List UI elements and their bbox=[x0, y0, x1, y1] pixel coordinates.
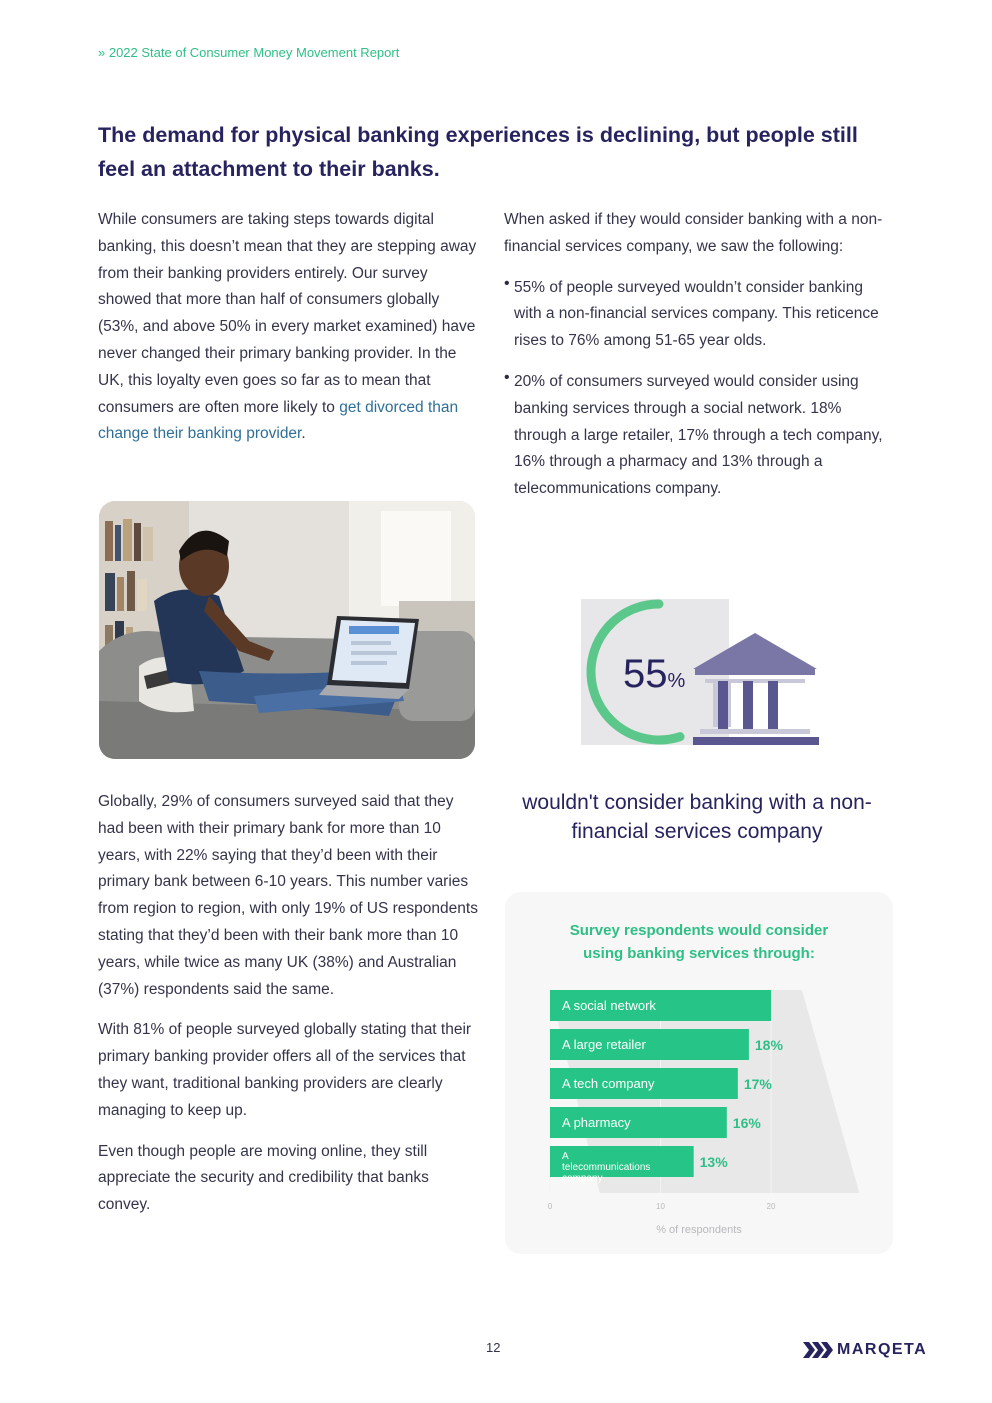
x-axis-label: % of respondents bbox=[656, 1224, 742, 1236]
bullet-marker: • bbox=[504, 274, 510, 292]
x-tick-label: 20 bbox=[766, 1202, 776, 1211]
bar-value-label: 17% bbox=[743, 1076, 772, 1092]
divorce-article-link[interactable]: get divorced than change their banking provider bbox=[98, 398, 459, 443]
body-column bbox=[98, 789, 483, 1233]
bullet-item bbox=[504, 369, 899, 503]
stat-caption: wouldn't consider banking with a non-financial services company bbox=[522, 791, 872, 843]
bar-value-label: 16% bbox=[732, 1115, 761, 1131]
bullet-text: 55% of people surveyed wouldn’t consider banking with a non-financial services company. This reticence rises to 76% among 51-65 year olds. bbox=[514, 278, 879, 350]
chart-title: Survey respondents would consider using banking services through: bbox=[569, 922, 829, 962]
intro-paragraph bbox=[98, 207, 483, 448]
bar-chart bbox=[505, 892, 893, 1254]
intro-text: While consumers are taking steps towards digital banking, this doesn’t mean that they are stepping away from their banking providers entirely. Our survey showed that more than half of consumers globally (53%, and above 50% in every market examined) have never changed their primary banking provider. In the UK, this loyalty even goes so far as to mean that consumers are often more likely to bbox=[98, 211, 477, 416]
intro-column bbox=[98, 207, 483, 462]
bar-value-label: 18% bbox=[754, 1037, 783, 1053]
bar-category-label: A telecommunications company bbox=[562, 1151, 651, 1184]
x-tick-label: 0 bbox=[547, 1202, 553, 1211]
bullet-item bbox=[504, 275, 899, 355]
page-headline: The demand for physical banking experiences is declining, but people still feel an attachment to their banks. bbox=[98, 123, 858, 181]
bar-value-label: 13% bbox=[699, 1154, 728, 1170]
right-lead-paragraph: When asked if they would consider banking with a non-financial services company, we saw the following: bbox=[504, 211, 883, 255]
body-paragraph: Even though people are moving online, they still appreciate the security and credibility that banks convey. bbox=[98, 1142, 429, 1214]
right-column bbox=[504, 207, 899, 517]
body-paragraph: With 81% of people surveyed globally stating that their primary banking provider offers all of the services that they want, traditional banking providers are clearly managing to keep up. bbox=[98, 1021, 472, 1119]
bar-category-label: A large retailer bbox=[562, 1037, 646, 1052]
body-paragraph: Globally, 29% of consumers surveyed said that they had been with their primary bank for more than 10 years, with 22% saying that they’d been with their primary bank between 6-10 years. This number varies from region to region, with only 19% of US respondents stating that they’d been with their bank more than 10 years, while twice as many UK (38%) and Australian (37%) respondents said the same. bbox=[98, 793, 478, 998]
bar-category-label: A pharmacy bbox=[562, 1115, 631, 1130]
bullet-marker: • bbox=[504, 368, 510, 386]
marqeta-chevrons-icon bbox=[803, 1340, 833, 1360]
intro-text-end: . bbox=[301, 425, 306, 443]
stat-unit: % bbox=[667, 670, 686, 692]
x-tick-label: 10 bbox=[656, 1202, 665, 1211]
running-head: » 2022 State of Consumer Money Movement Report bbox=[98, 45, 400, 60]
brand-name: MARQETA bbox=[837, 1341, 928, 1358]
bullet-text: 20% of consumers surveyed would consider using banking services through a social network. 18% through a large retailer, 17% through a tech company, 16% through a pharmacy and 13% through a telecommunications company. bbox=[514, 372, 883, 498]
person-with-laptop-photo bbox=[99, 501, 475, 759]
page-number: 12 bbox=[486, 1340, 501, 1355]
brand-logo bbox=[803, 1340, 927, 1360]
bar-category-label: A social network bbox=[562, 998, 656, 1013]
stat-number: 55% bbox=[623, 652, 686, 696]
bar-category-label: A tech company bbox=[562, 1076, 655, 1091]
stat-graphic bbox=[579, 597, 821, 749]
photo-illustration bbox=[99, 501, 475, 759]
chart-card bbox=[505, 892, 893, 1254]
